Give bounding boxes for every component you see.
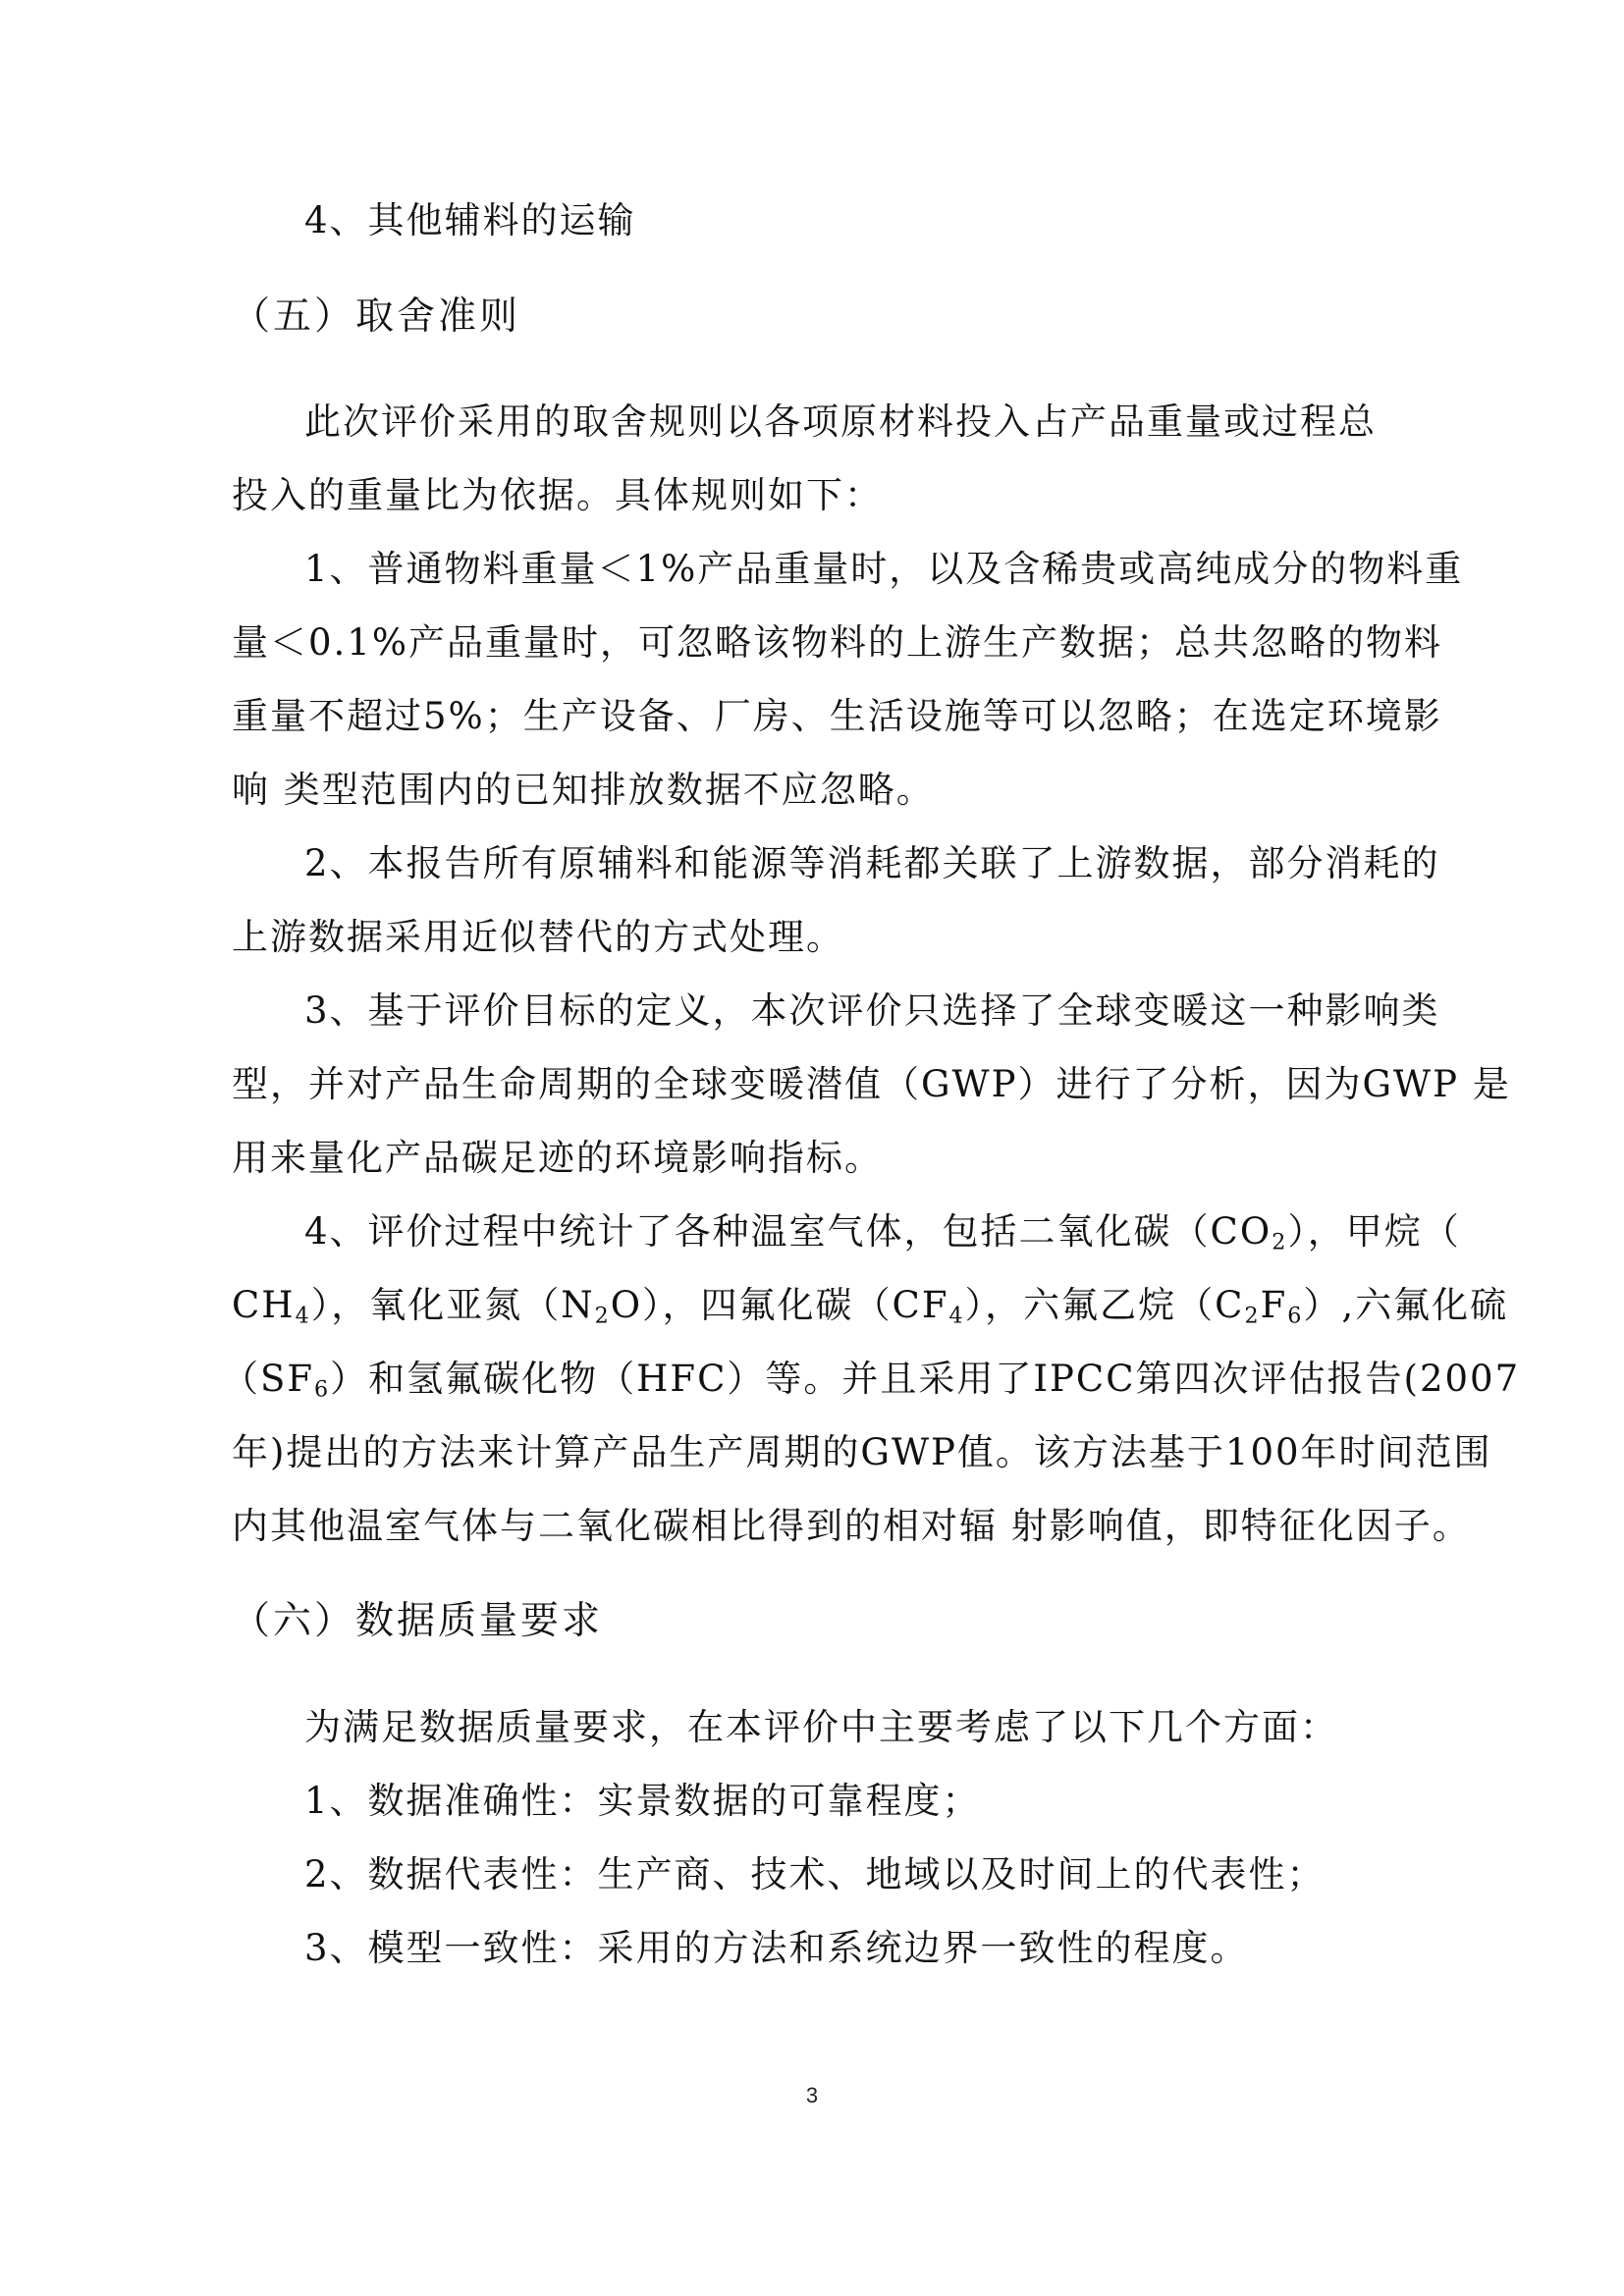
rule-4-line-2 bbox=[232, 1281, 1508, 1330]
rule-3-line-3: 用来量化产品碳足迹的环境影响指标。 bbox=[232, 1137, 883, 1179]
ch4-text: CH bbox=[232, 1284, 296, 1326]
c2f6-text-f: F bbox=[1260, 1284, 1288, 1326]
c2f6-subscript-c: 2 bbox=[1244, 1303, 1261, 1329]
rule-1-line-2: 量＜0.1%产品重量时，可忽略该物料的上游生产数据；总共忽略的物料 bbox=[232, 621, 1442, 664]
page-number: 3 bbox=[805, 2083, 819, 2108]
quality-item-2: 2、数据代表性：生产商、技术、地域以及时间上的代表性； bbox=[304, 1853, 1326, 1896]
rule-4-line-1-tail: ），甲烷（ bbox=[1287, 1210, 1461, 1253]
rule-3-line-2: 型，并对产品生命周期的全球变暖潜值（GWP）进行了分析，因为GWP 是 bbox=[232, 1063, 1511, 1105]
rule-4-line-1-text: 4、评价过程中统计了各种温室气体，包括二氧化碳（CO bbox=[304, 1210, 1272, 1253]
rule-4-line-4: 年)提出的方法来计算产品生产周期的GWP值。该方法基于100年时间范围 bbox=[232, 1431, 1492, 1473]
rule-4-line-1 bbox=[304, 1207, 1461, 1256]
section-5-intro-line-1: 此次评价采用的取舍规则以各项原材料投入占产品重量或过程总 bbox=[304, 400, 1377, 443]
cf4-text: O），四氟化碳（CF bbox=[610, 1284, 949, 1326]
c2f6-subscript-f: 6 bbox=[1287, 1303, 1304, 1329]
n2o-subscript: 2 bbox=[594, 1303, 611, 1329]
sf6-subscript: 6 bbox=[314, 1376, 331, 1403]
c2f6-text: ），六氟乙烷（C bbox=[964, 1284, 1245, 1326]
rule-4-line-5: 内其他温室气体与二氧化碳相比得到的相对辐 射影响值，即特征化因子。 bbox=[232, 1505, 1471, 1547]
sf6-text-prefix: ）,六氟化硫 bbox=[1303, 1284, 1509, 1326]
section-6-intro: 为满足数据质量要求，在本评价中主要考虑了以下几个方面： bbox=[304, 1706, 1338, 1748]
hfc-ipcc-text: ）和氢氟碳化物（HFC）等。并且采用了IPCC第四次评估报告(2007 bbox=[330, 1358, 1521, 1400]
rule-1-line-4: 响 类型范围内的已知排放数据不应忽略。 bbox=[232, 769, 935, 811]
rule-2-line-2: 上游数据采用近似替代的方式处理。 bbox=[232, 916, 844, 958]
section-6-heading: （六）数据质量要求 bbox=[232, 1599, 604, 1643]
section-5-heading: （五）取舍准则 bbox=[232, 294, 521, 339]
rule-1-line-3: 重量不超过5%；生产设备、厂房、生活设施等可以忽略；在选定环境影 bbox=[232, 695, 1442, 737]
rule-2-line-1: 2、本报告所有原辅料和能源等消耗都关联了上游数据，部分消耗的 bbox=[304, 842, 1440, 884]
quality-item-1: 1、数据准确性：实景数据的可靠程度； bbox=[304, 1780, 981, 1822]
section-5-intro-line-2: 投入的重量比为依据。具体规则如下： bbox=[232, 474, 883, 516]
ch4-subscript: 4 bbox=[295, 1303, 311, 1329]
item-other-auxiliary-transport: 4、其他辅料的运输 bbox=[304, 199, 636, 241]
rule-3-line-1: 3、基于评价目标的定义，本次评价只选择了全球变暖这一种影响类 bbox=[304, 989, 1440, 1032]
cf4-subscript: 4 bbox=[948, 1303, 965, 1329]
co2-subscript: 2 bbox=[1272, 1229, 1288, 1255]
sf6-text: （SF bbox=[222, 1358, 315, 1400]
quality-item-3: 3、模型一致性：采用的方法和系统边界一致性的程度。 bbox=[304, 1927, 1249, 1969]
n2o-text-prefix: ），氧化亚氮（N bbox=[310, 1284, 595, 1326]
rule-1-line-1: 1、普通物料重量＜1%产品重量时，以及含稀贵或高纯成分的物料重 bbox=[304, 548, 1464, 590]
rule-4-line-3 bbox=[222, 1355, 1520, 1404]
